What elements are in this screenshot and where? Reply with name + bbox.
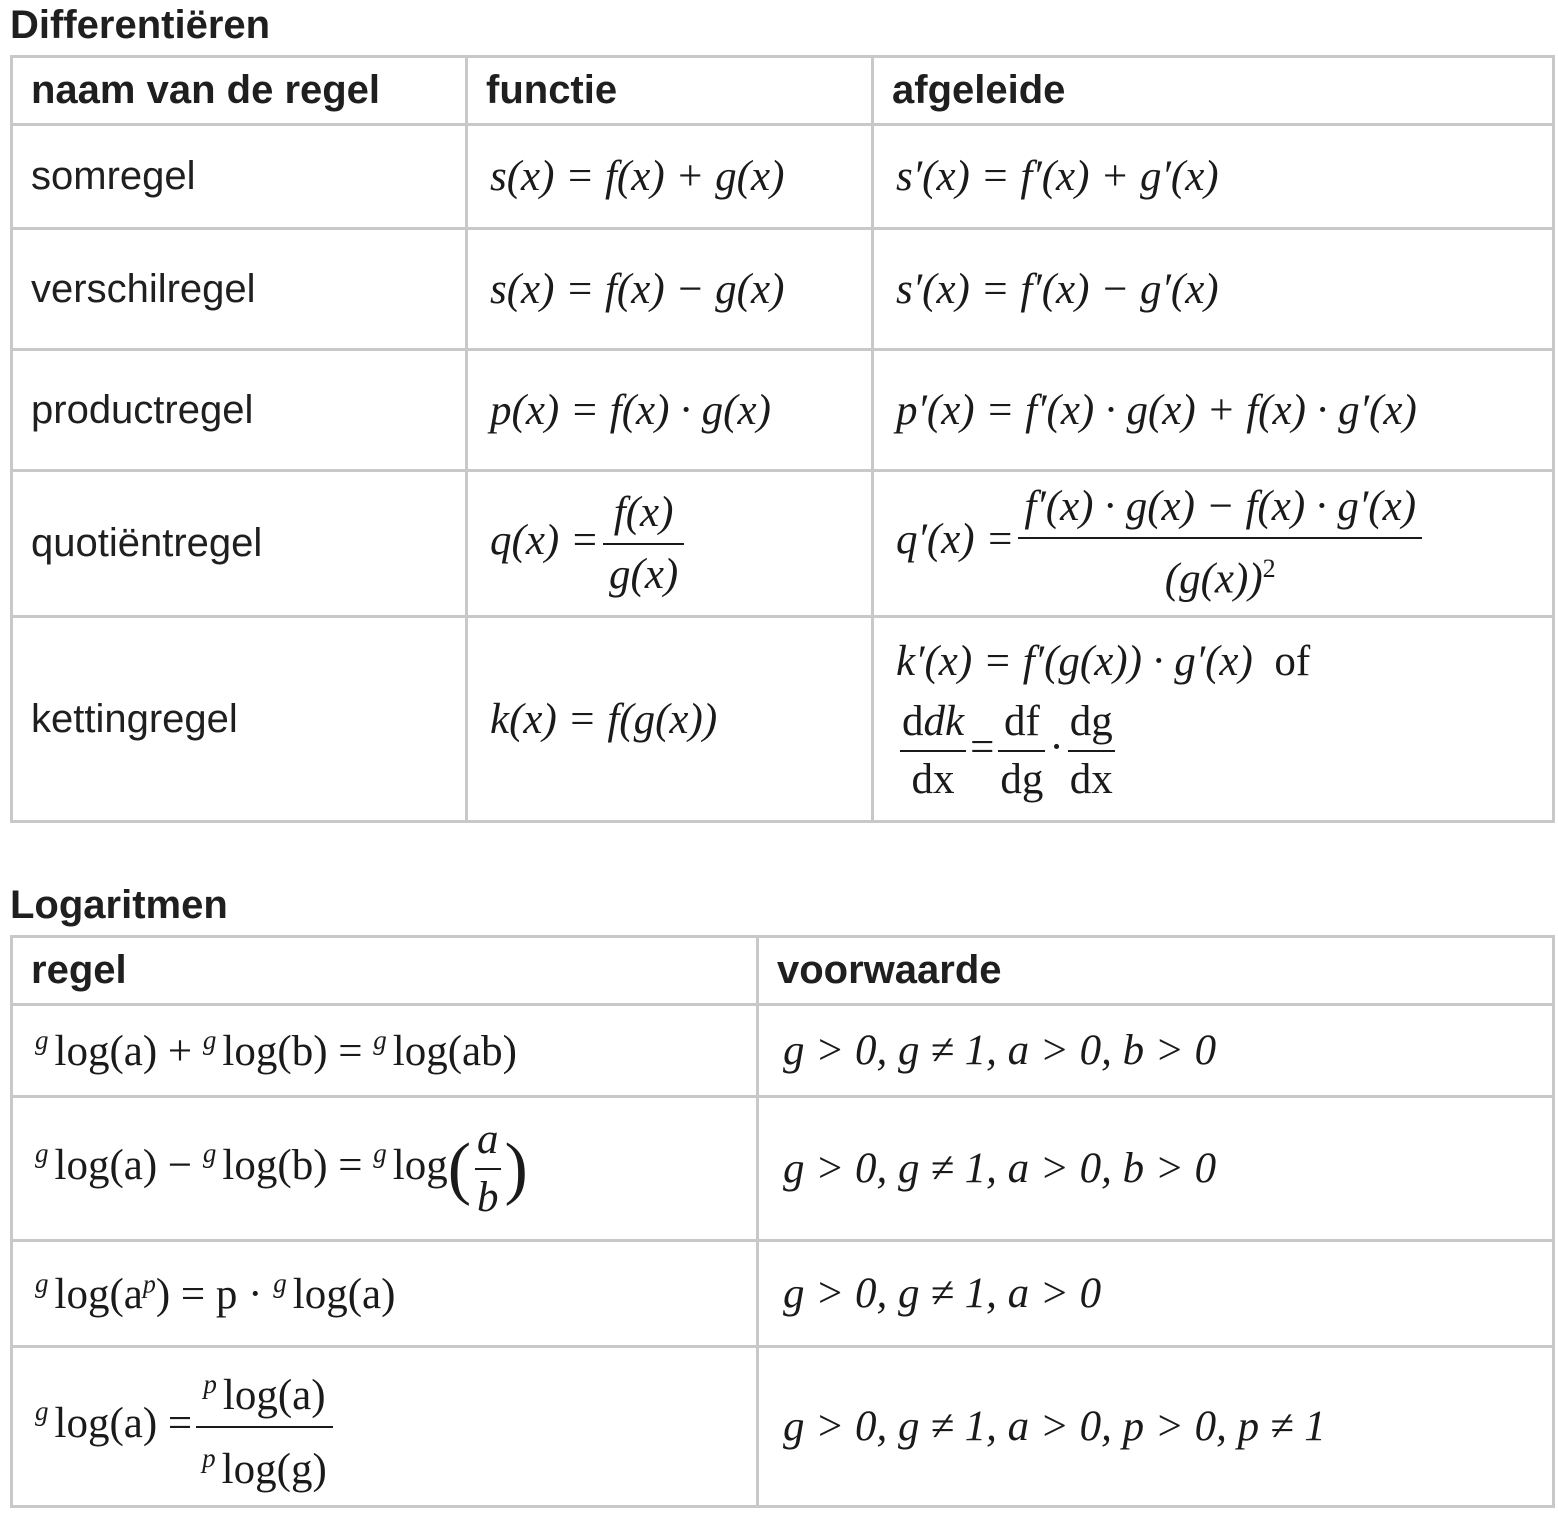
- table-header-row: [12, 57, 1554, 125]
- header-naam-van-de-regel: naam van de regel: [12, 57, 467, 125]
- function-formula: s(x) = f(x) − g(x): [467, 229, 873, 350]
- table-row: [12, 229, 1554, 350]
- table-row: [12, 1241, 1554, 1347]
- table-row: [12, 617, 1554, 822]
- header-regel: regel: [12, 937, 758, 1005]
- log-rule-formula: $^g$ log(a) + $^g$ log(b) = $^g$ log(ab): [12, 1005, 758, 1097]
- table-row: [12, 350, 1554, 471]
- logaritmen-table: [10, 935, 1555, 1508]
- derivative-formula: s′(x) = f′(x) + g′(x): [873, 125, 1554, 229]
- differentieren-title: Differentiëren: [10, 3, 271, 47]
- table-row: [12, 1347, 1554, 1507]
- log-rule-formula: $^g$ log(a) = $\frac{^p \log(a)}{^p \log(g)}$: [12, 1347, 758, 1507]
- header-afgeleide: afgeleide: [873, 57, 1554, 125]
- rule-name: verschilregel: [12, 229, 467, 350]
- logaritmen-title: Logaritmen: [10, 883, 228, 927]
- header-voorwaarde: voorwaarde: [758, 937, 1554, 1005]
- fraction: $\frac{a}{b}$: [475, 1112, 501, 1226]
- condition-formula: g > 0, g ≠ 1, a > 0, b > 0: [758, 1005, 1554, 1097]
- rule-name: kettingregel: [12, 617, 467, 822]
- table-row: [12, 125, 1554, 229]
- fraction: $\frac{f(x)}{g(x)}$: [603, 483, 684, 605]
- log-rule-formula: $^g$ $\log(a^p) = p \cdot ^g$ log(a): [12, 1241, 758, 1347]
- table-row: [12, 471, 1554, 617]
- condition-formula: g > 0, g ≠ 1, a > 0, p > 0, p ≠ 1: [758, 1347, 1554, 1507]
- fraction: $\frac{f'(x) \cdot g(x) - f(x) \cdot g'(x)}{(g(x))^2}$: [1018, 477, 1422, 609]
- fraction: $\frac{dg}{dx}$: [1068, 694, 1115, 808]
- derivative-formula: k′(x) = f′(g(x)) · g′(x) of $\frac{\text{ddk}}{dx}$ = $\frac{df}{dg}$ · $\frac{dg}{dx}$: [873, 617, 1554, 822]
- table-row: [12, 1005, 1554, 1097]
- condition-formula: g > 0, g ≠ 1, a > 0, b > 0: [758, 1097, 1554, 1241]
- condition-formula: g > 0, g ≠ 1, a > 0: [758, 1241, 1554, 1347]
- differentieren-table: [10, 55, 1555, 823]
- function-formula: q(x) = $\frac{f(x)}{g(x)}$: [467, 471, 873, 617]
- table-row: [12, 1097, 1554, 1241]
- derivative-formula: s′(x) = f′(x) − g′(x): [873, 229, 1554, 350]
- rule-name: somregel: [12, 125, 467, 229]
- function-formula: s(x) = f(x) + g(x): [467, 125, 873, 229]
- log-rule-formula: $^g$ log(a) − $^g$ log(b) = $^g$ log( $\frac{a}{b}$ ): [12, 1097, 758, 1241]
- function-formula: k(x) = f(g(x)): [467, 617, 873, 822]
- function-formula: p(x) = f(x) · g(x): [467, 350, 873, 471]
- rule-name: productregel: [12, 350, 467, 471]
- table-header-row: [12, 937, 1554, 1005]
- fraction: $\frac{^p \log(a)}{^p \log(g)}$: [196, 1354, 333, 1500]
- derivative-formula: q′(x) = $\frac{f'(x) \cdot g(x) - f(x) \cdot g'(x)}{(g(x))^2}$: [873, 471, 1554, 617]
- header-functie: functie: [467, 57, 873, 125]
- derivative-formula: p′(x) = f′(x) · g(x) + f(x) · g′(x): [873, 350, 1554, 471]
- fraction: $\frac{\text{ddk}}{dx}$: [900, 694, 966, 808]
- rule-name: quotiëntregel: [12, 471, 467, 617]
- fraction: $\frac{df}{dg}$: [998, 694, 1045, 808]
